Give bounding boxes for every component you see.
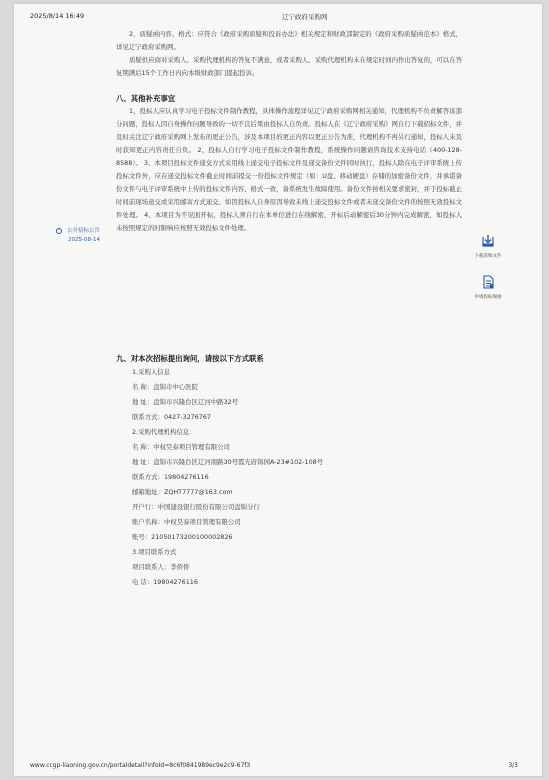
apply-guarantee-button[interactable] [468, 275, 508, 300]
download-documents-button[interactable] [468, 234, 508, 259]
agency-address: 地 址：盘锦市兴隆台区辽河南路30号霞光府锦园A-23#102-108号 [132, 458, 324, 466]
bullet-icon [56, 228, 62, 234]
document-page [14, 4, 542, 776]
agency-account-number: 账号：21050173200100002826 [132, 533, 233, 541]
print-date: 2025/8/14 16:49 [30, 12, 85, 20]
document-body [116, 28, 462, 590]
announcement-date: 2025-08-14 [68, 237, 100, 243]
agency-bank: 开户行：中国建设银行股份有限公司盘锦分行 [132, 503, 260, 511]
purchaser-address: 地 址：盘锦市兴隆台区辽河中路32号 [132, 398, 239, 406]
section-8-heading: 八、其他补充事宜 [116, 94, 176, 103]
project-contact-person: 项目联系人：李侨侨 [132, 563, 190, 571]
section-7-continued [116, 28, 462, 92]
purchaser-name: 名 称：盘锦市中心医院 [132, 383, 198, 391]
agency-phone: 联系方式：19804276116 [132, 473, 209, 481]
agency-email: 邮箱地址：ZQHT7777@163.com [132, 488, 233, 496]
announcement-type-label: 公开招标公告 [67, 228, 101, 234]
project-contact-heading: 3.项目联系方式 [132, 548, 177, 556]
sidebar-actions [468, 234, 508, 316]
project-contact-phone: 电 话：19804276116 [132, 578, 198, 586]
document-icon [481, 275, 495, 289]
supplementary-paragraph: 1、投标人应认真学习电子投标文件制作教程，具体操作流程详见辽宁政府采购网相关通知，代理机构不负责解答该部分问题，投标人因自身操作问题导致的一切不良后果由投标人自负责。投标人在《辽宁政府采购》网自行下载招标文件，并及时关注辽宁政府采购网上发布的更正公告，涉及本项目的更正内容以更正公告为准，代理机构不再另行通知，投标人未及时获知更正内容责任自负。 2、投标人自行学习电子投标文件制作教程，系统操作问题请咨询技术支持电话（400-128-8588）。 3、本项目投标文件递交方式采用线上递交电子投标文件及递交备份文件同时执行，投标人除在电子评审系统上传投标文件外，应在递交投标文件截止时间前提交一份投标文件规定（如：U盘、移动硬盘）存储的加密备份文件，并承诺备份文件与电子评审系统中上传的投标文件内容、格式一致，备系统发生故障使用。备份文件按相关要求密封，并于投标截止时间前现场递交或采用邮寄方式递交。如因投标人自身原因导致未线上递交投标文件或者未递交备份文件的按照无效投标文件处理。 4、本项目为不见面开标，投标人须自行在本单位进行在线解密，开标后动解密后30分钟内完成解密，如投标人未按照规定的时限响应按照无效投标文件处理。 [116, 107, 462, 232]
agency-name: 名 称：中权昊泰项目管理有限公司 [132, 443, 230, 451]
apply-guarantee-label: 申请投标保函 [474, 295, 502, 300]
download-icon [481, 234, 495, 248]
site-title: 辽宁政府采购网 [282, 13, 328, 21]
section-9-heading: 九、对本次招标提出询问，请按以下方式联系 [116, 354, 264, 363]
purchaser-heading: 1.采购人信息 [132, 368, 171, 376]
complaint-appeal-paragraph: 质疑供应商对采购人、采购代理机构的答复不满意，或者采购人、采购代理机构未在规定时间内作出答复的，可以在答复期满后15个工作日内向本级财政部门提起投诉。 [116, 56, 462, 77]
agency-heading: 2.采购代理机构信息： [132, 428, 196, 436]
sidebar-announcement[interactable] [56, 226, 100, 243]
complaint-format-paragraph: 2、质疑函内容、格式：应符合《政府采购质疑和投诉办法》相关规定和财政部制定的《政府采购质疑函范本》格式，详见辽宁政府采购网。 [116, 30, 462, 51]
contact-info [132, 365, 462, 590]
download-documents-label: 下载采购文件 [474, 254, 502, 259]
section-8-body [116, 105, 462, 352]
purchaser-phone: 联系方式：0427-3276767 [132, 413, 211, 421]
agency-account-name: 账户名称：中权昊泰项目管理有限公司 [132, 518, 241, 526]
page-url[interactable]: www.ccgp-liaoning.gov.cn/portaldetail?infoId=8c6f0841989ec9e2c9-67f3 [30, 762, 251, 769]
page-number: 3/3 [508, 762, 518, 769]
